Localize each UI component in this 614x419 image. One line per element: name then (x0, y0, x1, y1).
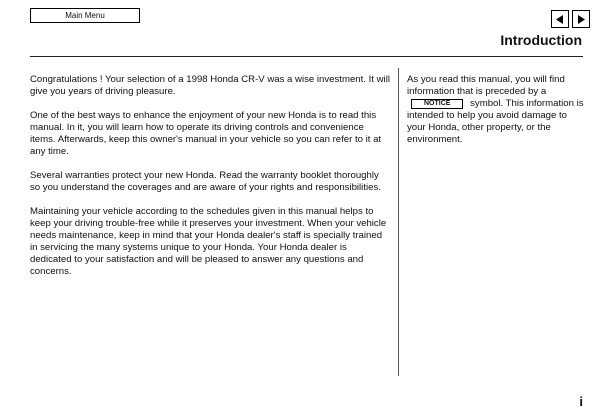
sidebar-note (407, 74, 587, 146)
paragraph-read-manual: One of the best ways to enhance the enjoyment of your new Honda is to read this manual. In it, you will learn how to operate its driving controls and convenience items. Afterwards, keep this owner's manual in your vehicle so you can refer to it at any time. (30, 110, 382, 157)
main-text (30, 74, 390, 290)
main-menu-button[interactable]: Main Menu (30, 8, 140, 23)
column-divider (398, 68, 399, 376)
page-title: Introduction (500, 32, 582, 48)
triangle-left-icon (556, 15, 564, 24)
sidebar-text-after: symbol. This information is intended to help you avoid damage to your Honda, other property, or the environment. (407, 98, 584, 145)
triangle-right-icon (577, 15, 585, 24)
previous-page-button[interactable] (551, 10, 569, 28)
paragraph-congratulations: Congratulations ! Your selection of a 1998 Honda CR-V was a wise investment. It will give you years of driving pleasure. (30, 74, 390, 97)
header-divider (30, 56, 583, 57)
next-page-button[interactable] (572, 10, 590, 28)
sidebar-text-before: As you read this manual, you will find information that is preceded by a (407, 74, 565, 97)
paragraph-warranties: Several warranties protect your new Honda. Read the warranty booklet thoroughly so you understand the coverages and are aware of your rights and responsibilities. (30, 170, 381, 193)
notice-symbol: NOTICE (411, 99, 463, 109)
page-number: i (579, 394, 583, 409)
paragraph-maintenance: Maintaining your vehicle according to the schedules given in this manual helps to keep your driving trouble-free while it preserves your investment. When your vehicle needs maintenance, keep in mind that your Honda dealer's staff is specially trained in servicing the many systems unique to your Honda. Your Honda dealer is dedicated to your satisfaction and will be pleased to answer any questions and concerns. (30, 206, 387, 277)
